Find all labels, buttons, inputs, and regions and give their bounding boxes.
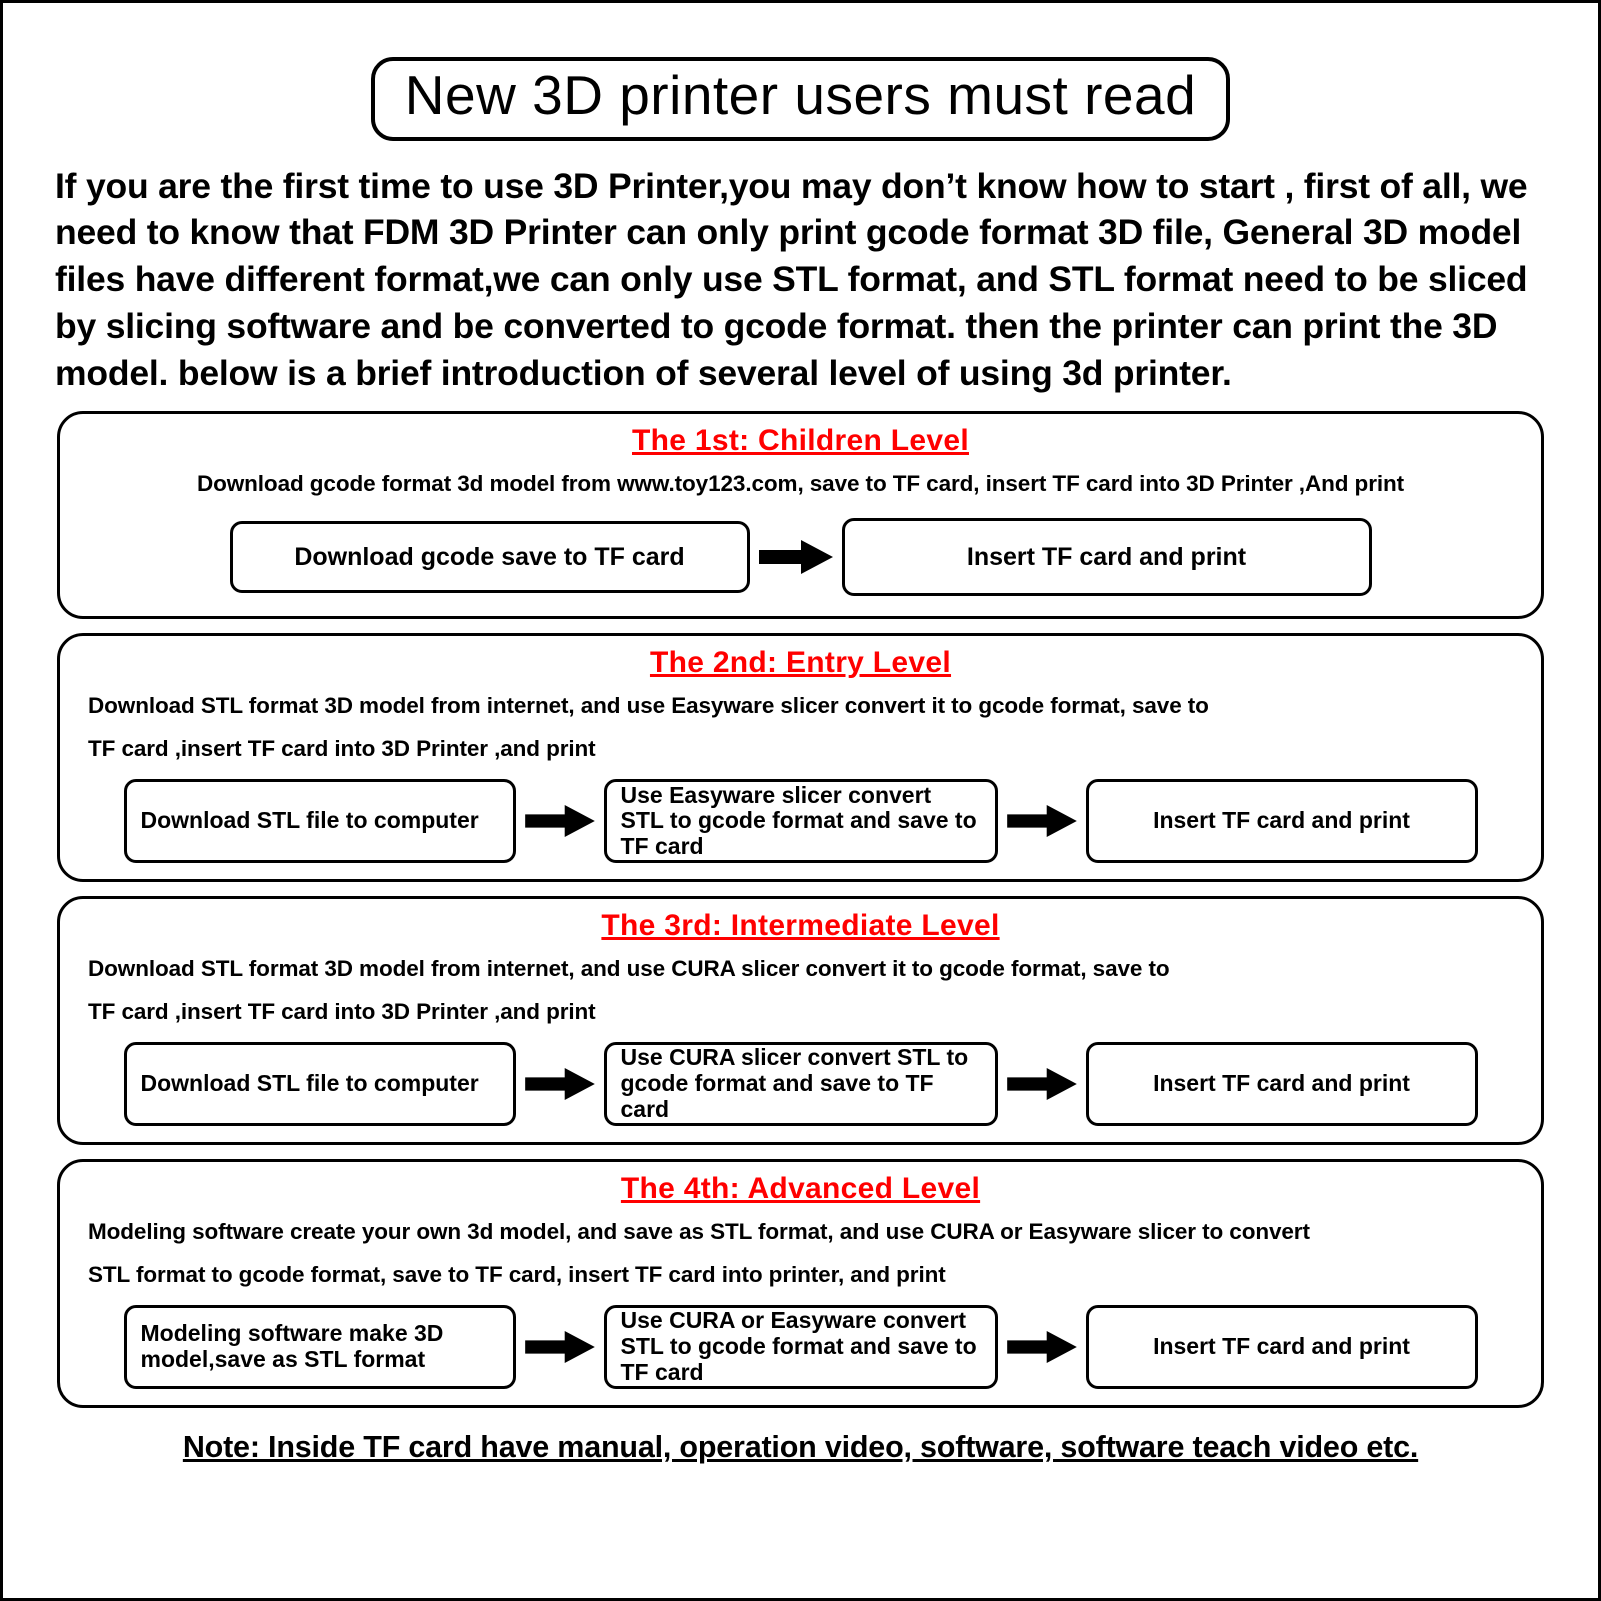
- arrow-right-icon: [516, 1331, 604, 1363]
- flow-node-download-stl: Download STL file to computer: [124, 779, 516, 863]
- flow-node-easyware-slice: Use Easyware slicer convert STL to gcode format and save to TF card: [604, 779, 998, 863]
- flow-entry: [80, 779, 1521, 863]
- arrow-right-icon: [516, 1068, 604, 1100]
- flow-node-download-gcode: Download gcode save to TF card: [230, 521, 750, 593]
- level-desc-advanced-line2: STL format to gcode format, save to TF card, insert TF card into printer, and print: [88, 1261, 946, 1287]
- flow-advanced: [80, 1305, 1521, 1389]
- title-container: [45, 57, 1556, 141]
- level-card-intermediate: [57, 896, 1544, 1145]
- arrow-right-icon: [516, 805, 604, 837]
- page-title: New 3D printer users must read: [371, 57, 1230, 141]
- level-title-entry: The 2nd: Entry Level: [649, 646, 952, 680]
- level-desc-intermediate-line1: Download STL format 3D model from internet, and use CURA slicer convert it to gcode format, save to: [88, 956, 1170, 982]
- flow-node-cura-slice: Use CURA slicer convert STL to gcode format and save to TF card: [604, 1042, 998, 1126]
- flow-node-insert-print: Insert TF card and print: [1086, 779, 1478, 863]
- flow-intermediate: [80, 1042, 1521, 1126]
- flow-node-insert-print: Insert TF card and print: [1086, 1042, 1478, 1126]
- flow-node-download-stl: Download STL file to computer: [124, 1042, 516, 1126]
- footer-note: Note: Inside TF card have manual, operation video, software, software teach video etc.: [182, 1429, 1419, 1464]
- level-desc-advanced-line1: Modeling software create your own 3d model, and save as STL format, and use CURA or Easyware slicer to convert: [88, 1219, 1310, 1245]
- flow-node-modeling-software: Modeling software make 3D model,save as STL format: [124, 1305, 516, 1389]
- level-title-children: The 1st: Children Level: [632, 423, 969, 457]
- arrow-right-icon: [998, 1331, 1086, 1363]
- flow-node-cura-or-easyware: Use CURA or Easyware convert STL to gcode format and save to TF card: [604, 1305, 998, 1389]
- level-card-advanced: [57, 1159, 1544, 1408]
- level-title-advanced: The 4th: Advanced Level: [620, 1172, 981, 1206]
- arrow-right-icon: [998, 1068, 1086, 1100]
- flow-node-insert-print: Insert TF card and print: [842, 518, 1372, 596]
- level-desc-intermediate-line2: TF card ,insert TF card into 3D Printer ,and print: [88, 998, 596, 1024]
- level-desc-entry-line2: TF card ,insert TF card into 3D Printer ,and print: [88, 735, 596, 761]
- page-inner: [3, 3, 1598, 1598]
- level-desc-children: Download gcode format 3d model from www.toy123.com, save to TF card, insert TF card into 3D Printer ,And print: [196, 470, 1405, 496]
- level-card-children: [57, 411, 1544, 619]
- level-desc-entry-line1: Download STL format 3D model from internet, and use Easyware slicer convert it to gcode format, save to: [88, 693, 1209, 719]
- intro-paragraph: If you are the first time to use 3D Printer,you may don’t know how to start , first of all, we need to know that FDM 3D Printer can only print gcode format 3D file, General 3D model files have different format,we can only use STL format, and STL format need to be sliced by slicing software and be converted to gcode format. then the printer can print the 3D model. below is a brief introduction of several level of using 3d printer.: [55, 165, 1528, 394]
- level-card-entry: [57, 633, 1544, 882]
- flow-children: [80, 518, 1521, 600]
- arrow-right-icon: [998, 805, 1086, 837]
- level-title-intermediate: The 3rd: Intermediate Level: [601, 909, 1000, 943]
- flow-node-insert-print: Insert TF card and print: [1086, 1305, 1478, 1389]
- arrow-right-icon: [750, 540, 842, 574]
